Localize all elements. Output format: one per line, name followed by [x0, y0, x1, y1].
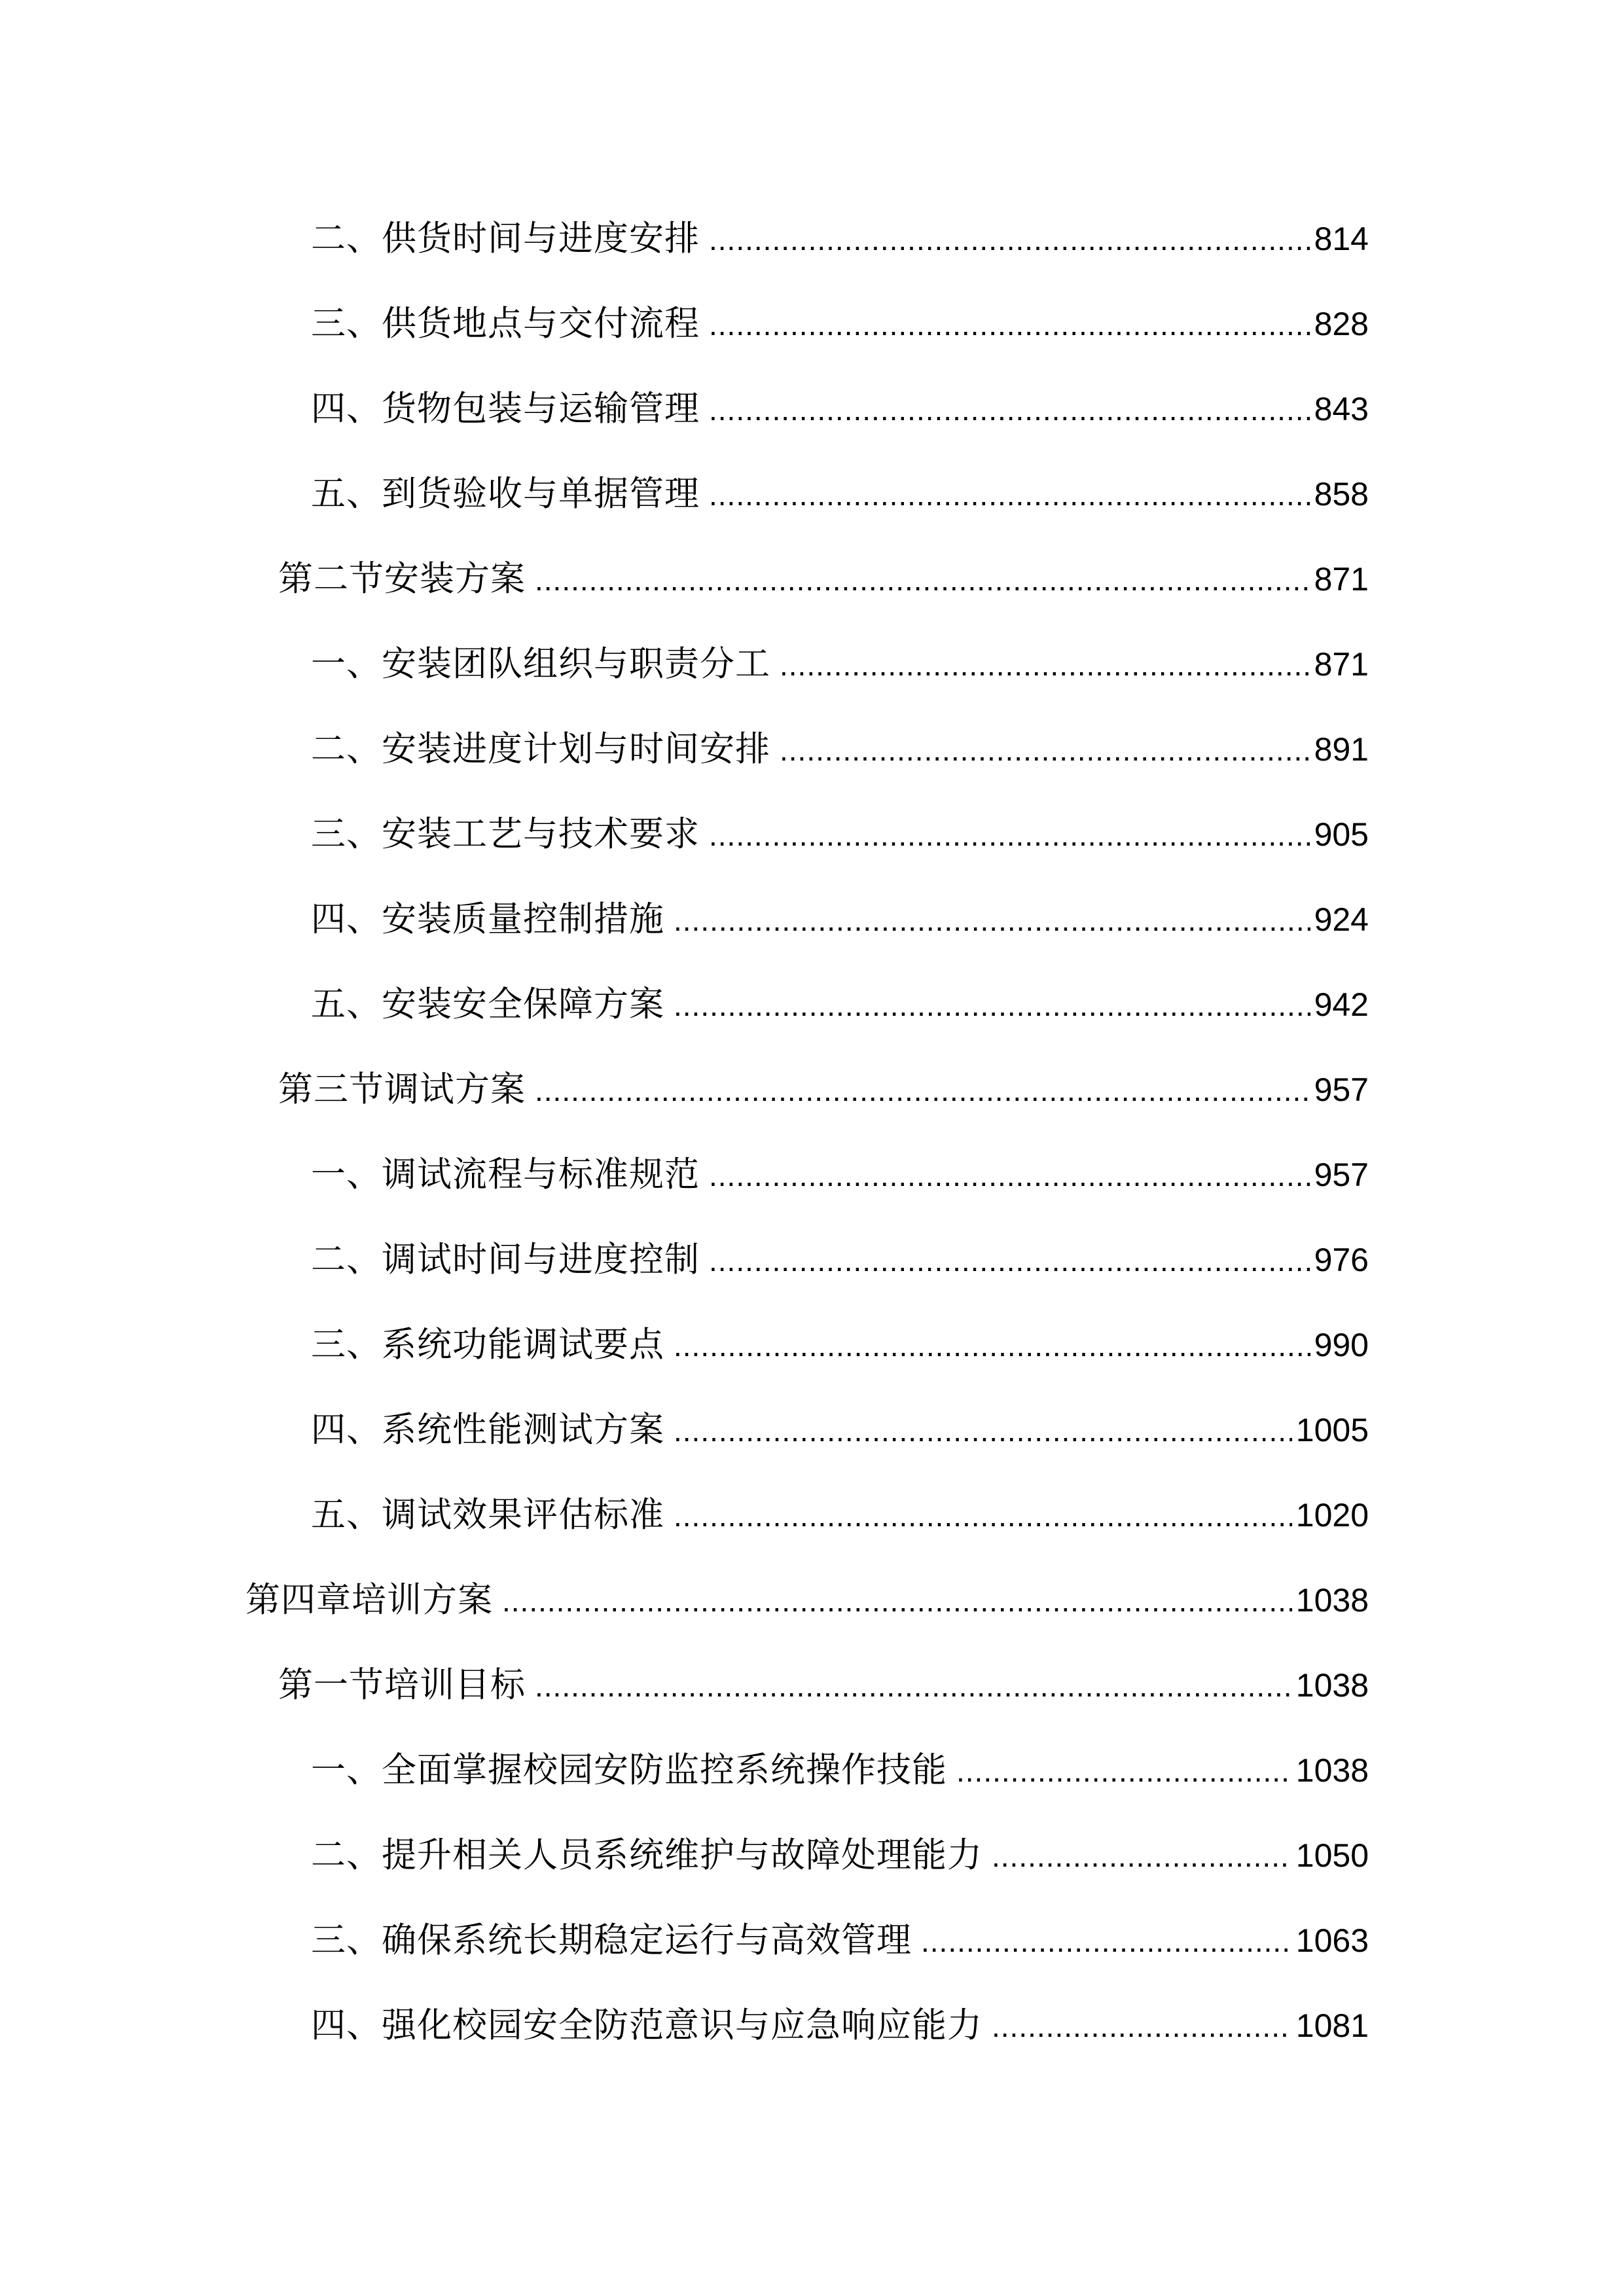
toc-entry-title: 五、安装安全保障方案	[311, 984, 664, 1024]
toc-section-entry[interactable]	[278, 1064, 1369, 1116]
toc-entry[interactable]	[311, 1404, 1369, 1456]
toc-dot-leader	[674, 979, 1310, 1031]
toc-entry-page: 871	[1314, 561, 1369, 598]
toc-dot-leader	[674, 894, 1310, 946]
toc-dot-leader	[709, 298, 1310, 351]
toc-entry-page: 957	[1314, 1071, 1369, 1108]
toc-entry-page: 843	[1314, 391, 1369, 427]
toc-entry-title: 三、确保系统长期稳定运行与高效管理	[311, 1920, 912, 1960]
toc-entry-page: 1063	[1295, 1922, 1369, 1959]
toc-dot-leader	[535, 1064, 1310, 1117]
toc-dot-leader	[992, 1830, 1292, 1882]
toc-entry[interactable]	[311, 1234, 1369, 1286]
toc-entry-title: 四、安装质量控制措施	[311, 899, 664, 939]
toc-entry[interactable]	[311, 638, 1369, 691]
toc-dot-leader	[709, 1234, 1310, 1287]
toc-entry-title: 二、供货时间与进度安排	[311, 219, 700, 259]
toc-entry-page: 814	[1314, 221, 1369, 257]
toc-dot-leader	[780, 639, 1310, 691]
toc-entry-title: 三、供货地点与交付流程	[311, 304, 700, 344]
toc-entry[interactable]	[311, 1744, 1369, 1797]
toc-entry-page: 990	[1314, 1327, 1369, 1363]
toc-entry-title: 二、安装进度计划与时间安排	[311, 729, 770, 769]
toc-entry-page: 891	[1314, 731, 1369, 768]
toc-dot-leader	[992, 2000, 1292, 2053]
toc-entry-page: 1081	[1295, 2007, 1369, 2044]
toc-entry[interactable]	[311, 2000, 1369, 2052]
toc-entry-title: 第三节调试方案	[278, 1069, 526, 1109]
toc-entry-title: 一、安装团队组织与职责分工	[311, 644, 770, 684]
toc-dot-leader	[780, 724, 1310, 776]
toc-dot-leader	[535, 1660, 1292, 1712]
toc-dot-leader	[674, 1490, 1292, 1542]
toc-entry-title: 三、系统功能调试要点	[311, 1325, 664, 1365]
toc-entry-title: 二、调试时间与进度控制	[311, 1240, 700, 1280]
toc-dot-leader	[674, 1319, 1310, 1372]
toc-entry[interactable]	[311, 978, 1369, 1031]
toc-entry-title: 第四章培训方案	[245, 1580, 493, 1620]
toc-entry-title: 一、调试流程与标准规范	[311, 1155, 700, 1194]
toc-dot-leader	[921, 1915, 1292, 1967]
toc-dot-leader	[535, 554, 1310, 606]
toc-section-entry[interactable]	[278, 553, 1369, 605]
toc-entry[interactable]	[311, 723, 1369, 776]
toc-entry-page: 1050	[1295, 1837, 1369, 1874]
toc-entry-title: 第二节安装方案	[278, 559, 526, 599]
toc-entry-page: 1005	[1295, 1412, 1369, 1448]
toc-entry-title: 二、提升相关人员系统维护与故障处理能力	[311, 1835, 983, 1875]
toc-entry[interactable]	[311, 468, 1369, 520]
toc-entry[interactable]	[311, 893, 1369, 946]
toc-entry-page: 905	[1314, 816, 1369, 853]
toc-entry[interactable]	[311, 1489, 1369, 1541]
toc-entry-title: 四、强化校园安全防范意识与应急响应能力	[311, 2005, 983, 2045]
toc-dot-leader	[709, 1149, 1310, 1202]
toc-entry-title: 一、全面掌握校园安防监控系统操作技能	[311, 1750, 947, 1790]
toc-entry-page: 942	[1314, 986, 1369, 1023]
toc-entry-page: 828	[1314, 306, 1369, 342]
toc-entry[interactable]	[311, 1319, 1369, 1371]
toc-entry-page: 1038	[1295, 1667, 1369, 1704]
toc-section-entry[interactable]	[278, 1659, 1369, 1712]
toc-entry-title: 四、货物包装与运输管理	[311, 389, 700, 429]
toc-entry-title: 四、系统性能测试方案	[311, 1410, 664, 1450]
toc-entry[interactable]	[311, 1914, 1369, 1967]
toc-entry-page: 1038	[1295, 1582, 1369, 1619]
toc-entry[interactable]	[311, 808, 1369, 861]
toc-entry-page: 858	[1314, 476, 1369, 512]
toc-entry-title: 五、调试效果评估标准	[311, 1495, 664, 1535]
toc-entry[interactable]	[311, 298, 1369, 350]
toc-dot-leader	[709, 469, 1310, 521]
toc-chapter-entry[interactable]	[245, 1574, 1369, 1626]
toc-entry-page: 924	[1314, 901, 1369, 938]
toc-dot-leader	[502, 1575, 1292, 1627]
toc-entry-title: 第一节培训目标	[278, 1665, 526, 1705]
toc-entry[interactable]	[311, 213, 1369, 265]
toc-entry-page: 871	[1314, 646, 1369, 683]
toc-dot-leader	[956, 1745, 1292, 1797]
toc-entry-title: 三、安装工艺与技术要求	[311, 814, 700, 854]
toc-entry[interactable]	[311, 1149, 1369, 1201]
toc-entry-title: 五、到货验收与单据管理	[311, 474, 700, 514]
toc-entry[interactable]	[311, 1829, 1369, 1882]
toc-entry-page: 1038	[1295, 1752, 1369, 1789]
toc-entry[interactable]	[311, 383, 1369, 435]
toc-entry-page: 957	[1314, 1157, 1369, 1193]
toc-entry-page: 1020	[1295, 1497, 1369, 1534]
toc-dot-leader	[674, 1405, 1292, 1457]
toc-dot-leader	[709, 384, 1310, 436]
toc-dot-leader	[709, 213, 1310, 266]
toc-dot-leader	[709, 809, 1310, 861]
toc-entry-page: 976	[1314, 1242, 1369, 1278]
